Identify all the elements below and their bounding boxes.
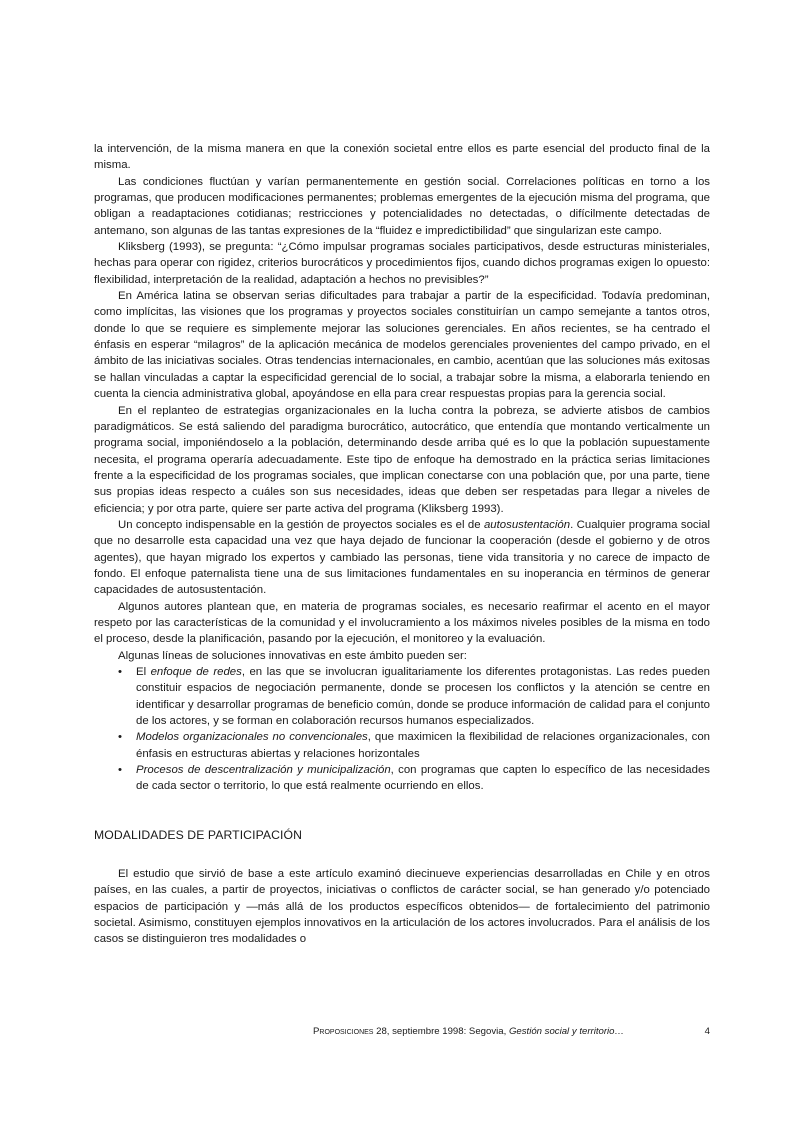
list-item-term: Modelos organizacionales no convencionales xyxy=(136,731,368,744)
paragraph-america-latina: En América latina se observan serias dificultades para trabajar a partir de la especificidad. Todavía predominan, como implícitas, las visiones que los programas y proyectos sociales constituirían un campo semejante a tantos otros, donde lo que se requiere es simplemente mejorar las soluciones gerenciales. En años recientes, se ha centrado el énfasis en esperar “milagros” de la aplicación mecánica de modelos gerenciales provenientes del campo privado, en el ámbito de las iniciativas sociales. Otras tendencias internacionales, en cambio, acentúan que las soluciones más exitosas se hallan vinculadas a captar la especificidad gerencial de lo social, a trabajar sobre la misma, a elaborarla teniendo en cuenta la ciencia administrativa global, apoyándose en ella para crear respuestas propias para la gerencia social. xyxy=(94,290,710,401)
bullet-icon: • xyxy=(118,764,122,777)
page-number: 4 xyxy=(704,1026,710,1037)
paragraph-text: . Cualquier programa social que no desarrolle esta capacidad una vez que haya dejado de funcionar la cooperación (desde el gobierno y de otros agentes), que hayan migrado los expertos y cambiado las personas, tiene vida transitoria y no carece de impacto de fondo. El enfoque paternalista tiene una de sus limitaciones fundamentales en su inoperancia en términos de generar capacidades de autosustentación. xyxy=(94,518,710,597)
page-footer xyxy=(313,1025,710,1038)
paragraph-text: Un concepto indispensable en la gestión de proyectos sociales es el de xyxy=(118,518,484,531)
list-item-term: enfoque de redes xyxy=(150,666,242,678)
bullet-icon: • xyxy=(118,666,122,678)
list-item-text: , con programas que capten lo específico de las necesidades de cada sector o territorio, lo que está realmente ocurriendo en ellos. xyxy=(136,764,710,793)
list-item-text: , que maximicen la flexibilidad de relaciones organizacionales, con énfasis en estructuras abiertas y relaciones horizontales xyxy=(136,731,710,760)
paragraph-kliksberg-question: Kliksberg (1993), se pregunta: “¿Cómo impulsar programas sociales participativos, desde estructuras ministeriales, hechas para operar con rigidez, criterios burocráticos y procedimientos fijos, cuando dichos programas exigen lo opuesto: flexibilidad, interpretación de la realidad, adaptación a hechos no previsibles?” xyxy=(94,241,710,286)
page-body xyxy=(94,141,710,948)
paragraph-autores: Algunos autores plantean que, en materia de programas sociales, es necesario reafirmar el acento en el mayor respeto por las características de la comunidad y el involucramiento a los máximos niveles posibles de la misma en todo el proceso, desde la planificación, pasando por la ejecución, el monitoreo y la evaluación. xyxy=(94,600,710,646)
list-item-modelos xyxy=(94,729,710,762)
footer-title: Gestión social y territorio… xyxy=(508,1026,625,1037)
bullet-icon: • xyxy=(118,731,122,744)
paragraph-replanteo: En el replanteo de estrategias organizacionales en la lucha contra la pobreza, se advierte atisbos de cambios paradigmáticos. Se está saliendo del paradigma burocrático, autocrático, que entendía que montando verticalmente un programa social, imponiéndoselo a la población, determinando desde arriba qué es lo que la población supuestamente necesita, el programa operaría adecuadamente. Este tipo de enfoque ha demostrado en la práctica serias limitaciones frente a la especificidad de los programas sociales, que implican conectarse con una población que, por una parte, tiene sus propias ideas respecto a cuáles son sus necesidades, ideas que deben ser respetadas para llegar a niveles de eficiencia; y por otra parte, quiere ser parte activa del programa (Kliksberg 1993). xyxy=(94,404,710,515)
list-item-prefix: El xyxy=(136,666,151,678)
section-heading: MODALIDADES DE PARTICIPACIÓN xyxy=(94,827,302,842)
paragraph-intervencion: la intervención, de la misma manera en que la conexión societal entre ellos es parte esencial del producto final de la misma. xyxy=(94,143,710,172)
footer-citation: 28, septiembre 1998: Segovia, xyxy=(373,1026,509,1037)
footer-journal: Proposiciones xyxy=(313,1026,374,1037)
list-item-procesos xyxy=(94,762,710,795)
paragraph-condiciones: Las condiciones fluctúan y varían permanentemente en gestión social. Correlaciones políticas en torno a los programas, que producen modificaciones permanentes; problemas emergentes de la ejecución misma del programa, que obligan a readaptaciones cotidianas; restricciones y potencialidades no detectadas, o difícilmente detectadas de antemano, son algunas de las tantas expresiones de la “fluidez e impredictibilidad” que singularizan este campo. xyxy=(94,175,710,237)
list-item-text: , en las que se involucran igualitariamente los diferentes protagonistas. Las redes pueden constituir espacios de negociación permanente, donde se procesen los conflictos y la atención se centre en identificar y desarrollar programas de beneficio común, donde se produce información de calidad para el conjunto de los actores, y se forman en colaboración recursos humanos especializados. xyxy=(136,666,711,728)
paragraph-estudio: El estudio que sirvió de base a este artículo examinó diecinueve experiencias desarrolladas en Chile y en otros países, en las cuales, a partir de proyectos, iniciativas o conflictos de carácter social, se han generado y/o potenciado espacios de participación y —más allá de los productos específicos obtenidos— de fortalecimiento del patrimonio societal. Asimismo, constituyen ejemplos innovativos en la articulación de los actores involucrados. Para el análisis de los casos se distinguieron tres modalidades o xyxy=(94,868,710,946)
emphasis-term: autosustentación xyxy=(483,518,571,531)
list-item-redes xyxy=(94,664,710,729)
paragraph-lineas-intro: Algunas líneas de soluciones innovativas en este ámbito pueden ser: xyxy=(118,649,467,662)
solutions-list xyxy=(94,664,710,795)
paragraph-autosustentacion xyxy=(94,517,710,599)
list-item-term: Procesos de descentralización y municipalización xyxy=(136,764,391,777)
